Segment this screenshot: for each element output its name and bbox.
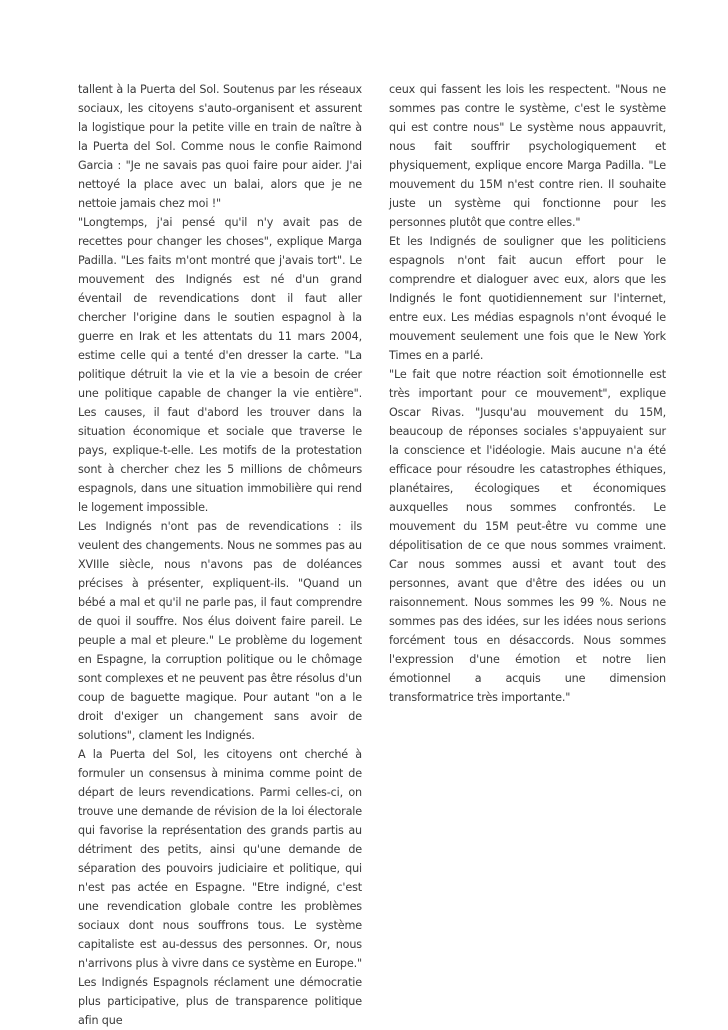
paragraph: ceux qui fassent les lois les respectent. "Nous ne sommes pas contre le système, c'est le système qui est contre nous" Le système nous appauvrit, nous fait souffrir psychologiquement et physiquement, explique encore Marga Padilla. "Le mouvement du 15M n'est contre rien. Il souhaite juste un système qui fonctionne pour les personnes plutôt que contre elles." [389,83,666,229]
paragraph: A la Puerta del Sol, les citoyens ont cherché à formuler un consensus à minima comme point de départ de leurs revendications. Parmi celles-ci, on trouve une demande de révision de la loi électorale qui favorise la représentation des grands partis au détriment des petits, ainsi qu'une demande de séparation des pouvoirs judiciaire et politique, qui n'est pas actée en Espagne. "Etre indigné, c'est une revendication globale contre les problèmes sociaux dont nous souffrons tous. Le système capitaliste est au-dessus des personnes. Or, nous n'arrivons plus à vivre dans ce système en Europe." Les Indignés Espagnols réclament une démocratie plus participative, plus de transparence politique afin que [78,748,362,1027]
paragraph: tallent à la Puerta del Sol. Soutenus par les réseaux sociaux, les citoyens s'auto-organisent et assurent la logistique pour la petite ville en train de naître à la Puerta del Sol. Comme nous le confie Raimond Garcia : "Je ne savais pas quoi faire pour aider. J'ai nettoyé la place avec un balai, alors que je ne nettoie jamais chez moi !" [78,83,362,210]
paragraph: "Le fait que notre réaction soit émotionnelle est très important pour ce mouvement", explique Oscar Rivas. "Jusqu'au mouvement du 15M, beaucoup de réponses sociales s'appuyaient sur la conscience et l'idéologie. Mais aucune n'a été efficace pour résoudre les catastrophes éthiques, planétaires, écologiques et économiques auxquelles nous sommes confrontés. Le mouvement du 15M peut-être vu comme une dépolitisation de ce que nous sommes vraiment. Car nous sommes aussi et avant tout des personnes, avant que d'être des idées ou un raisonnement. Nous sommes les 99 %. Nous ne sommes pas des idées, sur les idées nous serions forcément tous en désaccords. Nous sommes l'expression d'une émotion et notre lien émotionnel a acquis une dimension transformatrice très importante." [389,368,666,704]
left-text-column [78,80,362,1030]
paragraph: Les Indignés n'ont pas de revendications : ils veulent des changements. Nous ne sommes pas au XVIIle siècle, nous n'avons pas de doléances précises à présenter, expliquent-ils. "Quand un bébé a mal et qu'il ne parle pas, il faut comprendre de quoi il souffre. Nos élus doivent faire pareil. Le peuple a mal et pleure." Le problème du logement en Espagne, la corruption politique ou le chômage sont complexes et ne peuvent pas être résolus d'un coup de baguette magique. Pour autant "on a le droit d'exiger un changement sans avoir de solutions", clament les Indignés. [78,520,362,742]
paragraph: Et les Indignés de souligner que les politiciens espagnols n'ont fait aucun effort pour le comprendre et dialoguer avec eux, alors que les Indignés le font quotidiennement sur l'internet, entre eux. Les médias espagnols n'ont évoqué le mouvement seulement une fois que le New York Times en a parlé. [389,235,666,362]
paragraph: "Longtemps, j'ai pensé qu'il n'y avait pas de recettes pour changer les choses", explique Marga Padilla. "Les faits m'ont montré que j'avais tort". Le mouvement des Indignés est né d'un grand éventail de revendications dont il faut aller chercher l'origine dans le soutien espagnol à la guerre en Irak et les attentats du 11 mars 2004, estime celle qui a tenté d'en dresser la carte. "La politique détruit la vie et la vie a besoin de créer une politique capable de changer la vie entière". Les causes, il faut d'abord les trouver dans la situation économique et sociale que traverse le pays, explique-t-elle. Les motifs de la protestation sont à chercher chez les 5 millions de chômeurs espagnols, dans une situation immobilière qui rend le logement impossible. [78,216,362,514]
right-text-column [389,80,666,707]
